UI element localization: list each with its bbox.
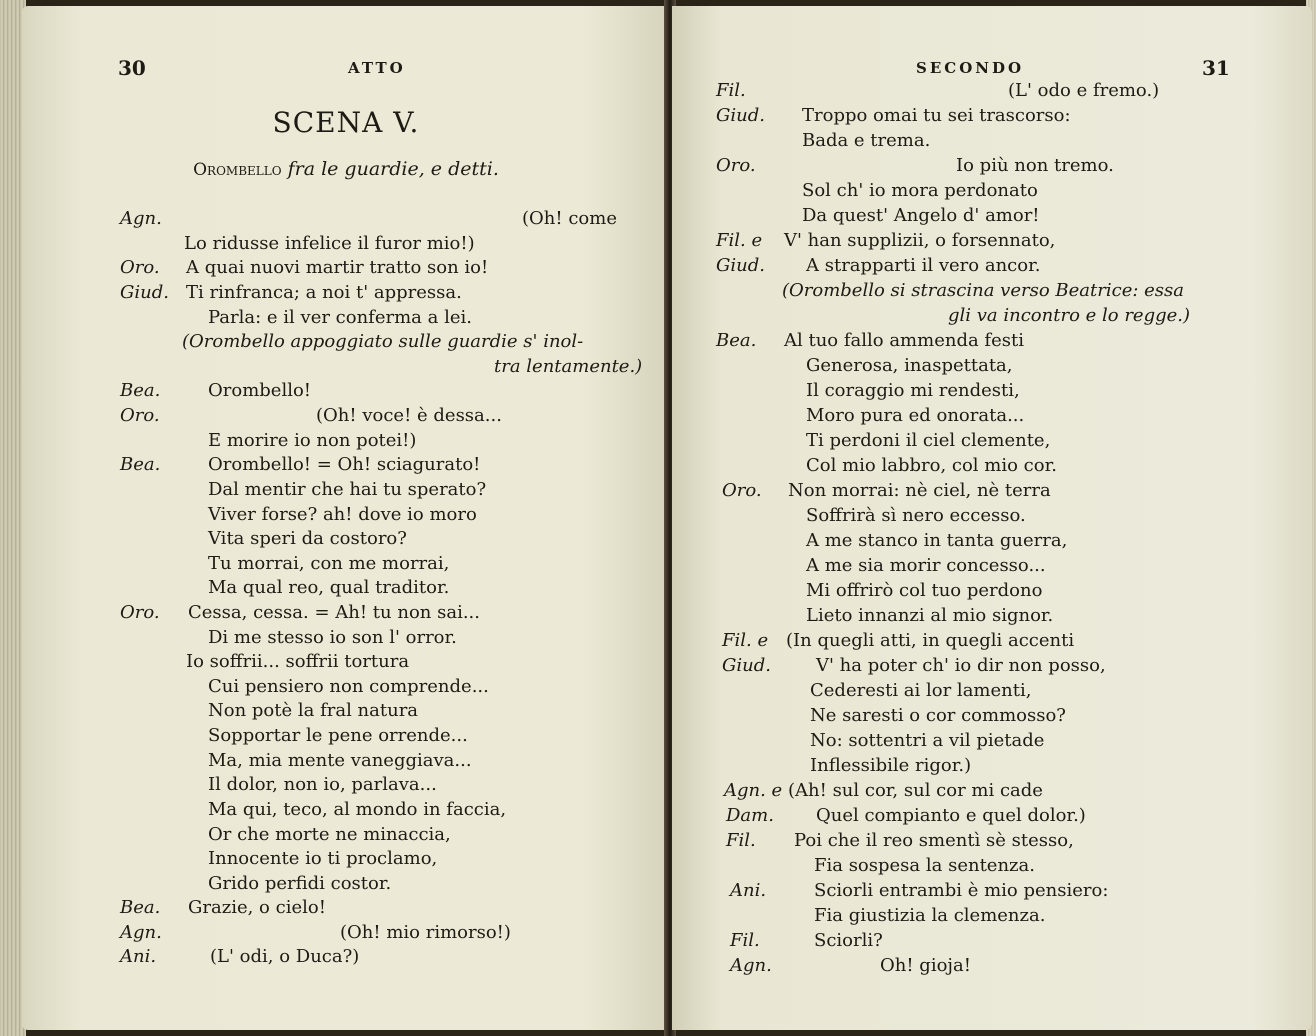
speaker-label: Ani. [730, 880, 767, 901]
verse-line: Il coraggio mi rendesti, [806, 380, 1020, 401]
verse-line: Non morrai: nè ciel, nè terra [788, 480, 1051, 501]
verse-line: V' han supplizii, o forsennato, [784, 230, 1056, 251]
right-page [672, 6, 1312, 1030]
verse-line: Non potè la fral natura [208, 700, 419, 721]
verse-line: Cui pensiero non comprende... [208, 676, 489, 697]
page-number: 31 [1202, 56, 1230, 80]
speaker-label: Bea. [716, 330, 757, 351]
verse-line: Parla: e il ver conferma a lei. [208, 307, 472, 328]
verse-line: Orombello! = Oh! sciagurato! [208, 454, 481, 475]
verse-line: Io soffrii... soffrii tortura [186, 651, 410, 672]
verse-line: Grazie, o cielo! [188, 897, 326, 918]
speaker-label: Bea. [120, 897, 161, 918]
verse-line: (Ah! sul cor, sul cor mi cade [788, 780, 1043, 801]
speaker-label: Giud. [716, 255, 765, 276]
speaker-label: Bea. [120, 380, 161, 401]
verse-line: (Oh! voce! è dessa... [316, 405, 502, 426]
verse-line: Ma qual reo, qual traditor. [208, 577, 450, 598]
verse-line: (Oh! come [522, 208, 617, 229]
verse-line: Ti rinfranca; a noi t' appressa. [186, 282, 462, 303]
speaker-label: Agn. [120, 208, 162, 229]
verse-line: Di me stesso io son l' orror. [208, 627, 457, 648]
speaker-label: Fil. [726, 830, 756, 851]
verse-line: Orombello! [208, 380, 312, 401]
speaker-label: Fil. [716, 80, 746, 101]
verse-line: Ma qui, teco, al mondo in faccia, [208, 799, 507, 820]
verse-line: Generosa, inaspettata, [806, 355, 1013, 376]
speaker-label: Agn. [730, 955, 772, 976]
verse-line: E morire io non potei!) [208, 430, 417, 451]
running-head: ATTO [348, 59, 406, 77]
verse-line: Oh! gioja! [880, 955, 971, 976]
verse-line: Da quest' Angelo d' amor! [802, 205, 1040, 226]
verse-line: Sciorli? [814, 930, 883, 951]
verse-line: Fia giustizia la clemenza. [814, 905, 1046, 926]
verse-line: (L' odo e fremo.) [1008, 80, 1160, 101]
verse-line: A quai nuovi martir tratto son io! [186, 257, 489, 278]
verse-line: Tu morrai, con me morrai, [208, 553, 450, 574]
verse-line: (In quegli atti, in quegli accenti [786, 630, 1075, 651]
speaker-label: Giud. [120, 282, 169, 303]
verse-line: Vita speri da costoro? [208, 528, 407, 549]
verse-line: Sciorli entrambi è mio pensiero: [814, 880, 1109, 901]
verse-line: Mi offrirò col tuo perdono [806, 580, 1043, 601]
verse-line: Col mio labbro, col mio cor. [806, 455, 1057, 476]
verse-line: Cederesti ai lor lamenti, [810, 680, 1032, 701]
verse-line: A me sia morir concesso... [806, 555, 1046, 576]
verse-line: Io più non tremo. [956, 155, 1114, 176]
verse-line: Quel compianto e quel dolor.) [816, 805, 1086, 826]
speaker-label: Oro. [120, 602, 160, 623]
speaker-label: Giud. [716, 105, 765, 126]
left-page [22, 6, 670, 1030]
verse-line: Sol ch' io mora perdonato [802, 180, 1038, 201]
verse-line: A strapparti il vero ancor. [806, 255, 1041, 276]
speaker-label: Agn. [120, 922, 162, 943]
stage-direction: tra lentamente.) [494, 356, 643, 377]
page-number: 30 [118, 56, 146, 80]
persons-rest: fra le guardie, e detti. [287, 158, 499, 180]
verse-line: Lieto innanzi al mio signor. [806, 605, 1054, 626]
verse-line: Grido perfidi costor. [208, 873, 392, 894]
verse-line: Il dolor, non io, parlava... [208, 774, 437, 795]
speaker-label: Giud. [722, 655, 771, 676]
verse-line: A me stanco in tanta guerra, [806, 530, 1068, 551]
verse-line: Soffrirà sì nero eccesso. [806, 505, 1026, 526]
speaker-label: Ani. [120, 946, 157, 967]
verse-line: (L' odi, o Duca?) [210, 946, 360, 967]
verse-line: Or che morte ne minaccia, [208, 824, 451, 845]
verse-line: Inflessibile rigor.) [810, 755, 972, 776]
speaker-label: Dam. [726, 805, 774, 826]
stage-direction: (Orombello si strascina verso Beatrice: essa [782, 280, 1184, 301]
speaker-label: Oro. [716, 155, 756, 176]
persons-name: Orombello [193, 160, 282, 180]
verse-line: Ma, mia mente vaneggiava... [208, 750, 472, 771]
scene-title: SCENA V. [272, 106, 420, 139]
verse-line: (Oh! mio rimorso!) [340, 922, 511, 943]
speaker-label: Oro. [120, 405, 160, 426]
stage-direction: (Orombello appoggiato sulle guardie s' inol- [182, 331, 584, 352]
verse-line: Innocente io ti proclamo, [208, 848, 438, 869]
verse-line: Fia sospesa la sentenza. [814, 855, 1035, 876]
verse-line: V' ha poter ch' io dir non posso, [816, 655, 1106, 676]
persons-line [22, 158, 670, 180]
verse-line: Moro pura ed onorata... [806, 405, 1025, 426]
verse-line: Troppo omai tu sei trascorso: [802, 105, 1071, 126]
running-head: SECONDO [916, 59, 1025, 77]
speaker-label: Fil. e [716, 230, 763, 251]
speaker-label: Bea. [120, 454, 161, 475]
speaker-label: Fil. e [722, 630, 769, 651]
verse-line: Sopportar le pene orrende... [208, 725, 468, 746]
verse-line: Cessa, cessa. = Ah! tu non sai... [188, 602, 480, 623]
stage-direction: gli va incontro e lo regge.) [948, 305, 1191, 326]
verse-line: Dal mentir che hai tu sperato? [208, 479, 487, 500]
verse-line: Poi che il reo smentì sè stesso, [794, 830, 1074, 851]
verse-line: No: sottentri a vil pietade [810, 730, 1045, 751]
verse-line: Ne saresti o cor commosso? [810, 705, 1066, 726]
speaker-label: Fil. [730, 930, 760, 951]
speaker-label: Oro. [120, 257, 160, 278]
speaker-label: Agn. e [724, 780, 783, 801]
verse-line: Ti perdoni il ciel clemente, [806, 430, 1051, 451]
verse-line: Bada e trema. [802, 130, 931, 151]
verse-line: Viver forse? ah! dove io moro [208, 504, 477, 525]
verse-line: Lo ridusse infelice il furor mio!) [184, 233, 475, 254]
verse-line: Al tuo fallo ammenda festi [784, 330, 1024, 351]
speaker-label: Oro. [722, 480, 762, 501]
